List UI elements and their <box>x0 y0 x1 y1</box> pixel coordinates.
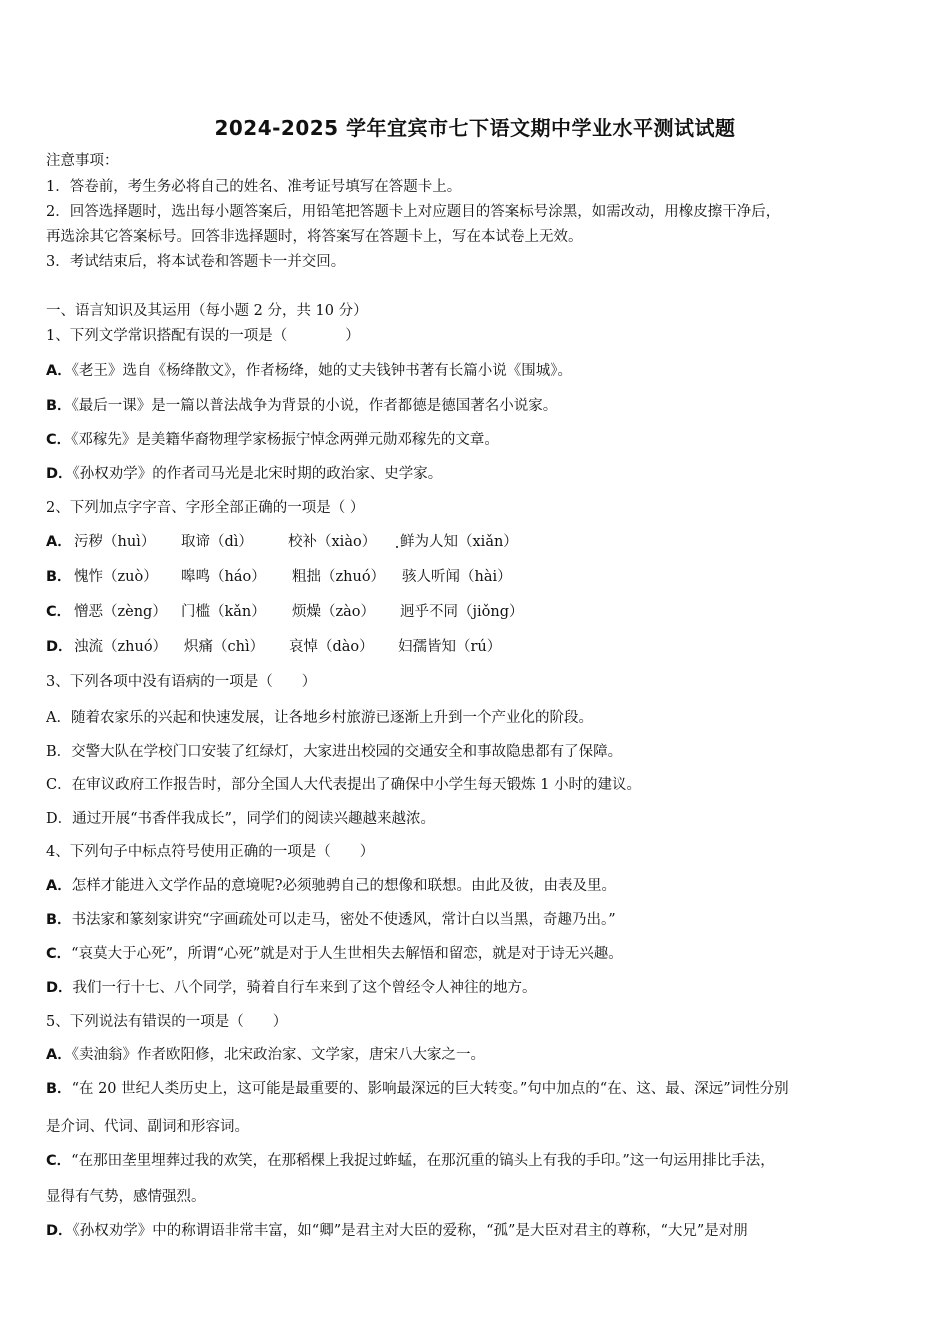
option-label: B． <box>46 569 72 585</box>
option-text: “在那田垄里埋葬过我的欢笑，在那稻棵上我捉过蚱蜢，在那沉重的镐头上有我的手印。”这一句运用排比手法， <box>71 1153 775 1169</box>
option-text: 《孙权劝学》中的称谓语非常丰富，如“卿”是君主对大臣的爱称，“孤”是大臣对君主的尊称，“大兄”是对朋 <box>72 1223 748 1239</box>
option-label: A． <box>46 878 72 894</box>
option-label: C． <box>46 946 72 962</box>
option-label: D． <box>46 466 73 482</box>
option-label: C． <box>46 604 72 620</box>
option-text: B．交警大队在学校门口安装了红绿灯，大家进出校园的交通安全和事故隐患都有了保障。 <box>46 744 623 760</box>
option-row <box>46 1221 748 1241</box>
option-item: 门槛（kǎn） <box>181 604 266 620</box>
option-text-continued: 是介词、代词、副词和形容词。 <box>46 1119 249 1135</box>
option-text: 书法家和篆刻家讲究“字画疏处可以走马，密处不使透风，常计白以当黑，奇趣乃出。” <box>71 912 616 928</box>
option-text: A．随着农家乐的兴起和快速发展，让各地乡村旅游已逐渐上升到一个产业化的阶段。 <box>46 710 593 726</box>
option-row <box>46 464 442 484</box>
notice-item: 1．答卷前，考生务必将自己的姓名、准考证号填写在答题卡上。 <box>46 179 462 195</box>
option-label: D． <box>46 1223 73 1239</box>
option-item: 妇孺皆知（rú） <box>398 639 502 655</box>
option-row <box>46 876 616 896</box>
option-text-continued: 显得有气势，感情强烈。 <box>46 1189 206 1205</box>
option-item: 校补（xiào） <box>288 534 377 550</box>
option-text: D．通过开展“书香伴我成长”，同学们的阅读兴趣越来越浓。 <box>46 811 435 827</box>
option-item: 浊流（zhuó） <box>74 639 168 655</box>
option-item: 炽痛（chì） <box>184 639 265 655</box>
option-label: B． <box>46 398 72 414</box>
option-label: C． <box>46 432 72 448</box>
option-item: 骇人听闻（hài） <box>402 569 512 585</box>
notice-item: 再选涂其它答案标号。回答非选择题时，将答案写在答题卡上，写在本试卷上无效。 <box>46 229 583 245</box>
option-item: 烦燥（zào） <box>292 604 376 620</box>
option-row <box>46 396 557 416</box>
option-label: A． <box>46 363 72 379</box>
option-row <box>46 1045 485 1065</box>
notice-item: 3．考试结束后，将本试卷和答题卡一并交回。 <box>46 254 346 270</box>
option-row <box>46 361 572 381</box>
option-label: D． <box>46 980 73 996</box>
option-row <box>46 430 499 450</box>
option-text: 怎样才能进入文学作品的意境呢?必须驰骋自己的想像和联想。由此及彼，由表及里。 <box>71 878 617 894</box>
option-text: 《卖油翁》作者欧阳修，北宋政治家、文学家，唐宋八大家之一。 <box>71 1047 485 1063</box>
notice-item: 2．回答选择题时，选出每小题答案后，用铅笔把答题卡上对应题目的答案标号涂黑，如需改动，用橡皮擦干净后， <box>46 204 781 220</box>
option-text: 《最后一课》是一篇以普法战争为背景的小说，作者都德是德国著名小说家。 <box>71 398 558 414</box>
emphasis-dot <box>396 546 398 548</box>
option-row <box>46 1079 789 1099</box>
option-text: 我们一行十七、八个同学，骑着自行车来到了这个曾经令人神往的地方。 <box>72 980 537 996</box>
exam-title: 2024-2025 学年宜宾市七下语文期中学业水平测试试题 <box>214 116 736 140</box>
option-item: 污秽（huì） <box>74 534 156 550</box>
option-text: “在 20 世纪人类历史上，这可能是最重要的、影响最深远的巨大转变。”句中加点的“在、这、最、深远”词性分别 <box>71 1081 789 1097</box>
option-text: “哀莫大于心死”，所谓“心死”就是对于人生世相失去解悟和留恋，就是对于诗无兴趣。 <box>71 946 623 962</box>
option-item: 粗拙（zhuó） <box>292 569 386 585</box>
option-item: 愧怍（zuò） <box>74 569 158 585</box>
option-text: 《老王》选自《杨绛散文》，作者杨绛，她的丈夫钱钟书著有长篇小说《围城》。 <box>71 363 572 379</box>
question-stem: 3、下列各项中没有语病的一项是（ ） <box>46 674 317 690</box>
option-item: 取谛（dì） <box>181 534 253 550</box>
option-label: B． <box>46 912 72 928</box>
option-row <box>46 978 537 998</box>
option-label: C． <box>46 1153 72 1169</box>
section-heading: 一、语言知识及其运用（每小题 2 分，共 10 分） <box>46 303 368 319</box>
option-item: 憎恶（zèng） <box>74 604 167 620</box>
option-text: 《孙权劝学》的作者司马光是北宋时期的政治家、史学家。 <box>72 466 443 482</box>
question-stem: 4、下列句子中标点符号使用正确的一项是（ ） <box>46 844 375 860</box>
option-label: D． <box>46 639 73 655</box>
option-label: A． <box>46 534 72 550</box>
option-item: 嗥鸣（háo） <box>181 569 266 585</box>
option-text: 《邓稼先》是美籍华裔物理学家杨振宁悼念两弹元勋邓稼先的文章。 <box>71 432 499 448</box>
notice-heading: 注意事项： <box>46 153 119 169</box>
option-row <box>46 910 616 930</box>
option-row <box>46 944 623 964</box>
question-stem: 1、下列文学常识搭配有误的一项是（ ） <box>46 328 360 344</box>
option-item: 鲜为人知（xiǎn） <box>400 534 518 550</box>
option-item: 哀悼（dào） <box>289 639 374 655</box>
question-stem: 5、下列说法有错误的一项是（ ） <box>46 1014 288 1030</box>
option-item: 迥乎不同（jiǒng） <box>400 604 524 620</box>
option-label: A． <box>46 1047 72 1063</box>
question-stem: 2、下列加点字字音、字形全部正确的一项是（ ） <box>46 500 365 516</box>
option-row <box>46 1151 775 1171</box>
option-label: B． <box>46 1081 72 1097</box>
option-text: C．在审议政府工作报告时，部分全国人大代表提出了确保中小学生每天锻炼 1 小时的建议。 <box>46 777 642 793</box>
